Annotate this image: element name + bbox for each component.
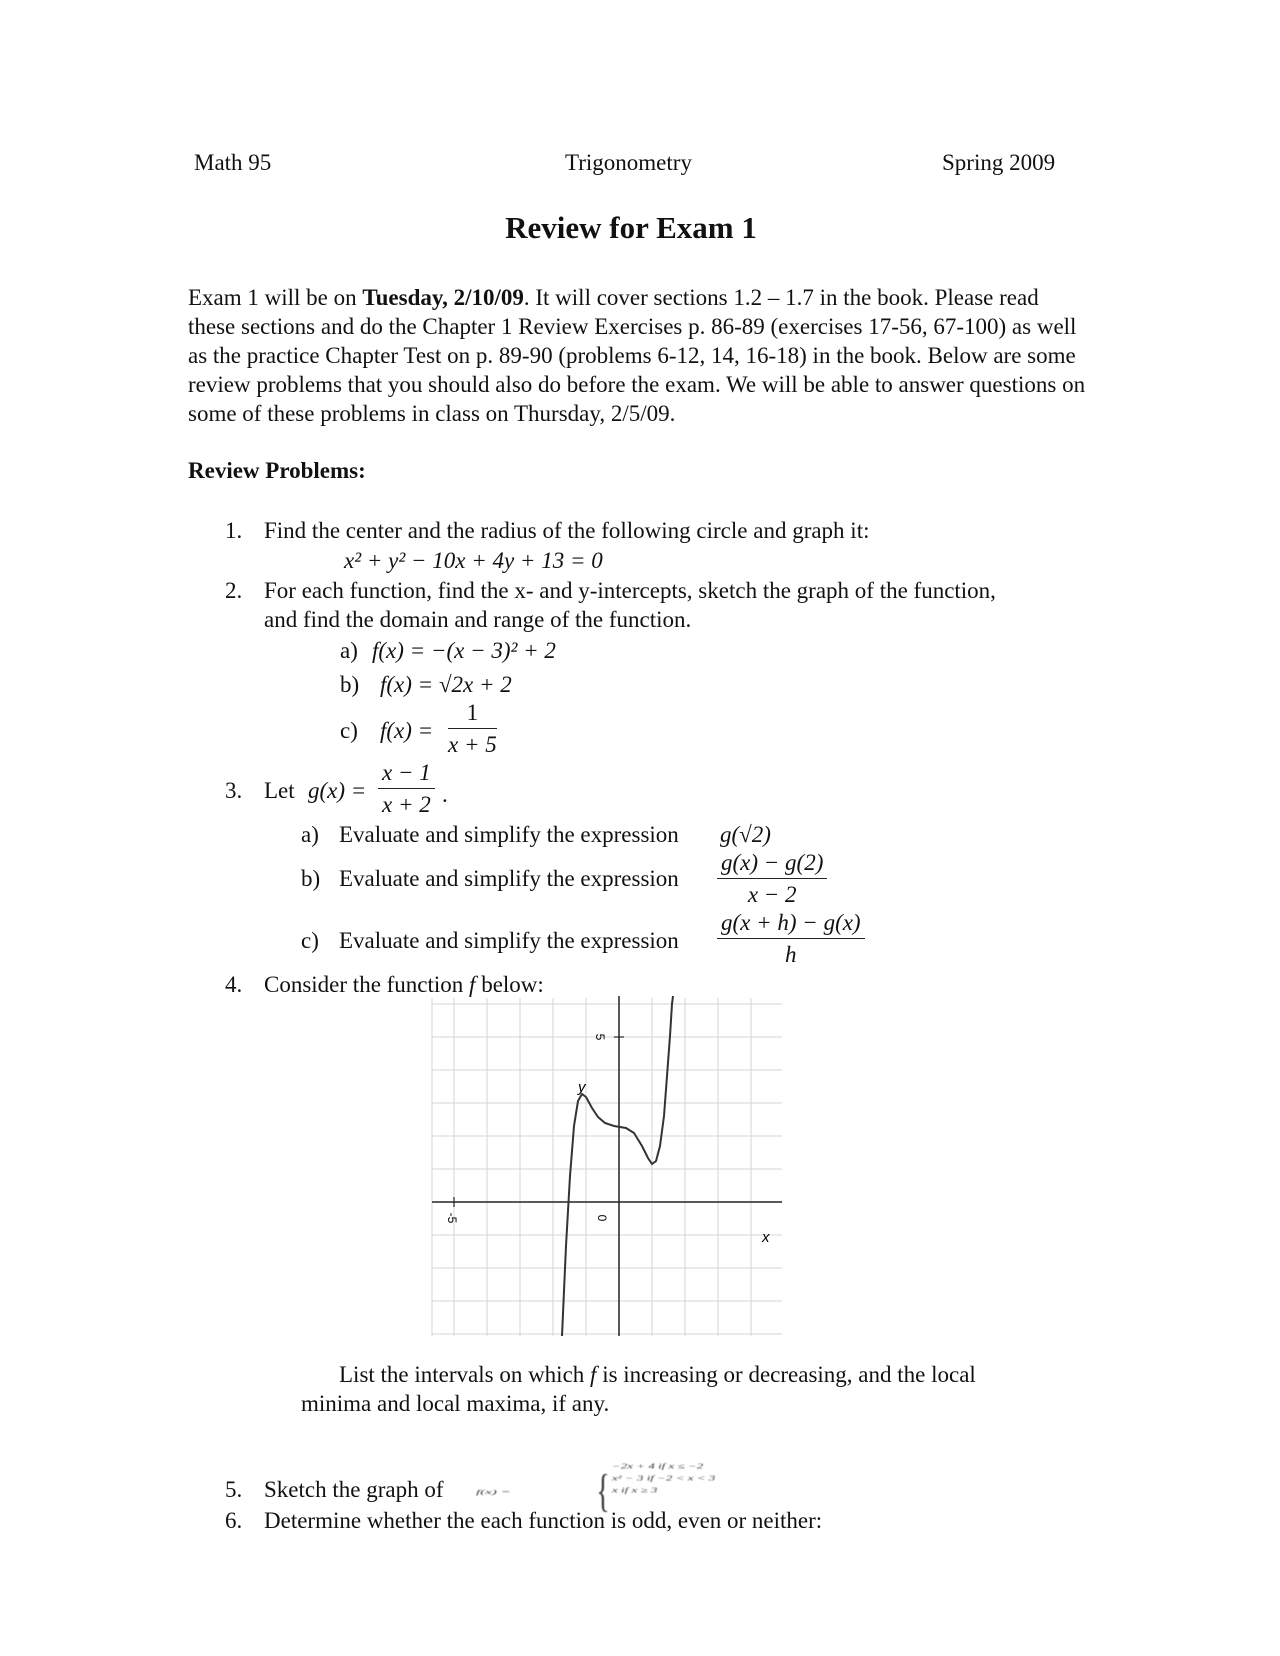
problem-4-question-fname: f bbox=[590, 1362, 597, 1387]
intro-text-2: . It will cover sections 1.2 – 1.7 in the book. Please read these sections and do the Chapter 1 Review Exercises p. 86-89 (exercises 17-56, 67-100) as well as the practice Chapter Test on p. 89-90 (problems 6-12, 14, 16-18) in the book. Below are some review problems that you should also do before the exam. We will be able to answer questions on some of these problems in class on Thursday, 2/5/09. bbox=[188, 285, 1086, 426]
grid-lines bbox=[432, 998, 782, 1336]
subject-label: Trigonometry bbox=[565, 150, 692, 175]
problem-6-number: 6. bbox=[225, 1508, 243, 1533]
problem-4-text-post: below: bbox=[475, 972, 544, 997]
problem-5-text: Sketch the graph of bbox=[264, 1477, 444, 1502]
problem-4-question-post: is increasing or decreasing, and the local bbox=[596, 1362, 976, 1387]
tick-label-5: 5 bbox=[593, 1033, 607, 1041]
problem-2c-denominator: x + 5 bbox=[448, 732, 497, 757]
problem-4-number: 4. bbox=[225, 972, 243, 997]
function-graph bbox=[430, 996, 784, 1338]
section-heading: Review Problems: bbox=[188, 458, 366, 483]
course-label: Math 95 bbox=[194, 150, 272, 175]
problem-3c-fraction bbox=[717, 908, 865, 971]
problem-2a-label: a) bbox=[340, 638, 358, 663]
problem-2c-label: c) bbox=[340, 718, 358, 743]
problem-3b-numerator: g(x) − g(2) bbox=[717, 848, 827, 879]
problem-3-lhs: g(x) = bbox=[308, 778, 367, 803]
problem-5-case-3: x if x ≥ 3 bbox=[612, 1486, 658, 1495]
intro-text-1: Exam 1 will be on bbox=[188, 285, 363, 310]
problem-3b-text: Evaluate and simplify the expression bbox=[339, 866, 679, 891]
problem-5-case-1: −2x + 4 if x ≤ −2 bbox=[612, 1462, 704, 1471]
problem-2a-equation: f(x) = −(x − 3)² + 2 bbox=[372, 638, 556, 663]
function-curve bbox=[562, 996, 673, 1336]
problem-3b-fraction bbox=[717, 848, 827, 911]
problem-3-let: Let bbox=[264, 778, 295, 803]
problem-2-number: 2. bbox=[225, 578, 243, 603]
problem-4-question-pre: List the intervals on which bbox=[339, 1362, 591, 1387]
problem-3c-label: c) bbox=[301, 928, 319, 953]
problem-4-text-pre: Consider the function bbox=[264, 972, 470, 997]
problem-4-text bbox=[264, 972, 544, 998]
problem-2b-label: b) bbox=[340, 672, 360, 697]
x-axis-label: x bbox=[762, 1229, 770, 1246]
problem-1-number: 1. bbox=[225, 518, 243, 543]
term-label: Spring 2009 bbox=[942, 150, 1056, 175]
problem-2c-fraction bbox=[448, 698, 497, 761]
tick-label-neg5: -5 bbox=[445, 1212, 459, 1224]
brace-icon: { bbox=[596, 1465, 610, 1516]
problem-3c-text: Evaluate and simplify the expression bbox=[339, 928, 679, 953]
problem-3-numerator: x − 1 bbox=[378, 758, 435, 789]
problem-3-period: . bbox=[442, 782, 448, 807]
problem-5-lhs: f(x) = bbox=[476, 1488, 511, 1496]
problem-2b-equation: f(x) = √2x + 2 bbox=[380, 672, 512, 697]
tick-label-0: 0 bbox=[595, 1214, 609, 1222]
problem-2-line1: For each function, find the x- and y-intercepts, sketch the graph of the function, bbox=[264, 578, 996, 603]
problem-5-case-2: x² − 3 if −2 < x < 3 bbox=[612, 1474, 716, 1483]
problem-3b-denominator: x − 2 bbox=[747, 882, 797, 907]
problem-3c-numerator: g(x + h) − g(x) bbox=[717, 908, 865, 939]
problem-3a-label: a) bbox=[301, 822, 319, 847]
problem-3a-expression: g(√2) bbox=[720, 822, 771, 847]
problem-3c-denominator: h bbox=[785, 942, 797, 967]
problem-1-equation: x² + y² − 10x + 4y + 13 = 0 bbox=[344, 548, 603, 573]
problem-5-number: 5. bbox=[225, 1477, 243, 1502]
intro-paragraph bbox=[188, 283, 1088, 428]
problem-3-denominator: x + 2 bbox=[382, 792, 431, 817]
problem-2-line2: and find the domain and range of the function. bbox=[264, 607, 692, 632]
problem-1-text: Find the center and the radius of the following circle and graph it: bbox=[264, 518, 870, 543]
page-title: Review for Exam 1 bbox=[505, 210, 757, 245]
problem-2c-numerator: 1 bbox=[448, 698, 497, 729]
y-axis-label: y bbox=[578, 1079, 586, 1096]
problem-4-question-line2: minima and local maxima, if any. bbox=[301, 1391, 610, 1416]
problem-4-question-line1 bbox=[339, 1362, 976, 1388]
problem-6-text: Determine whether the each function is odd, even or neither: bbox=[264, 1508, 823, 1533]
problem-3b-label: b) bbox=[301, 866, 321, 891]
problem-3-fraction bbox=[378, 758, 435, 821]
problem-3a-text: Evaluate and simplify the expression bbox=[339, 822, 679, 847]
problem-3-number: 3. bbox=[225, 778, 243, 803]
exam-date: Tuesday, 2/10/09 bbox=[362, 285, 524, 310]
problem-4-fname: f bbox=[469, 972, 476, 997]
problem-2c-lhs: f(x) = bbox=[380, 718, 434, 743]
